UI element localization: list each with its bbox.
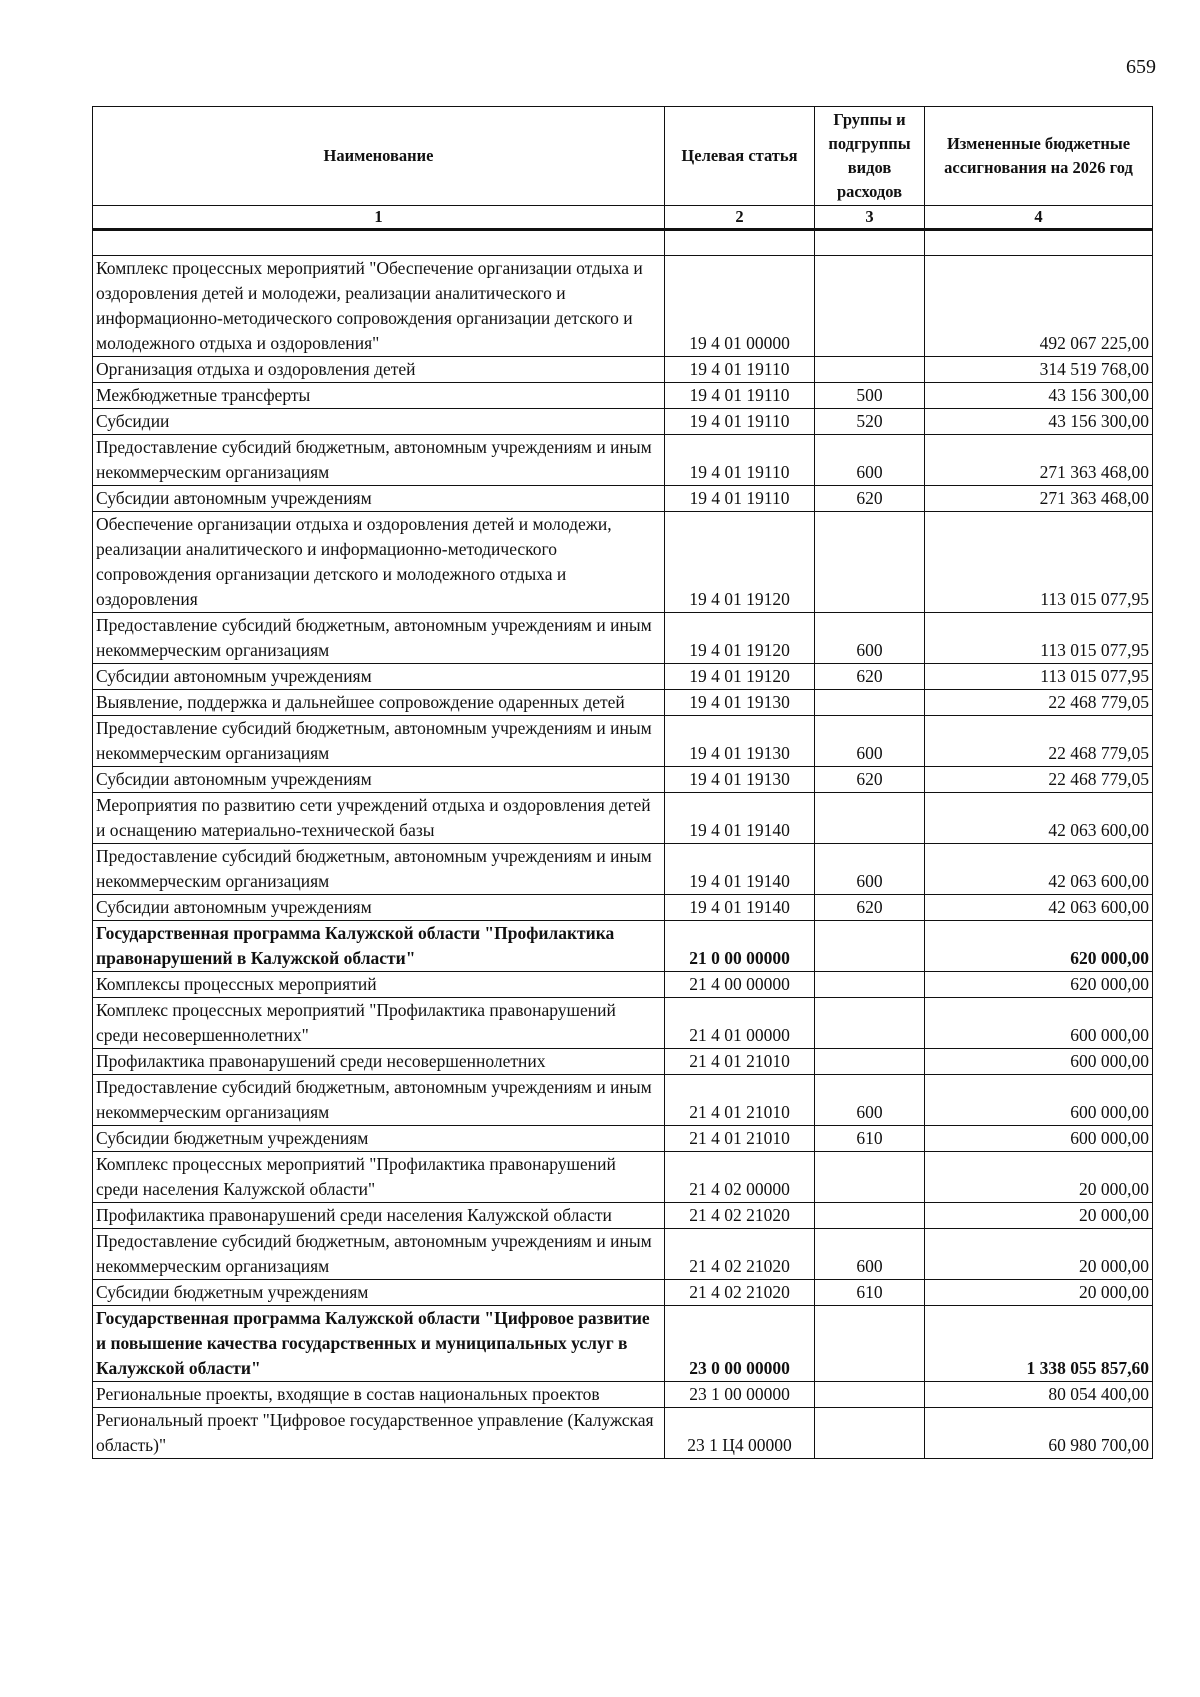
row-group: 600 xyxy=(815,1075,925,1126)
table-row xyxy=(93,409,1153,435)
table-row xyxy=(93,435,1153,486)
row-name: Межбюджетные трансферты xyxy=(93,383,665,409)
table-row xyxy=(93,1382,1153,1408)
header-num-2: 2 xyxy=(665,206,815,230)
row-group: 620 xyxy=(815,895,925,921)
row-name: Мероприятия по развитию сети учреждений отдыха и оздоровления детей и оснащению материально-технической базы xyxy=(93,793,665,844)
row-amount: 620 000,00 xyxy=(925,921,1153,972)
row-name: Предоставление субсидий бюджетным, автономным учреждениям и иным некоммерческим организациям xyxy=(93,1075,665,1126)
table-row xyxy=(93,1229,1153,1280)
row-amount: 314 519 768,00 xyxy=(925,357,1153,383)
table-row xyxy=(93,1203,1153,1229)
row-code: 19 4 01 19130 xyxy=(665,716,815,767)
row-name: Предоставление субсидий бюджетным, автономным учреждениям и иным некоммерческим организациям xyxy=(93,1229,665,1280)
table-row xyxy=(93,613,1153,664)
row-group xyxy=(815,1382,925,1408)
row-name: Субсидии xyxy=(93,409,665,435)
table-row xyxy=(93,1152,1153,1203)
table-row xyxy=(93,793,1153,844)
row-group: 520 xyxy=(815,409,925,435)
row-group: 600 xyxy=(815,716,925,767)
row-name: Субсидии автономным учреждениям xyxy=(93,895,665,921)
row-code: 21 4 02 00000 xyxy=(665,1152,815,1203)
row-amount: 80 054 400,00 xyxy=(925,1382,1153,1408)
row-amount: 42 063 600,00 xyxy=(925,895,1153,921)
header-num-1: 1 xyxy=(93,206,665,230)
row-group xyxy=(815,1203,925,1229)
row-amount: 600 000,00 xyxy=(925,1075,1153,1126)
row-code: 19 4 01 19110 xyxy=(665,357,815,383)
row-name: Комплекс процессных мероприятий "Обеспечение организации отдыха и оздоровления детей и молодежи, реализации аналитического и информационно-методического сопровождения организации детского и молодежного отдыха и оздоровления" xyxy=(93,256,665,357)
row-group xyxy=(815,921,925,972)
row-code: 23 1 Ц4 00000 xyxy=(665,1408,815,1459)
row-amount: 600 000,00 xyxy=(925,1126,1153,1152)
row-group: 620 xyxy=(815,767,925,793)
row-amount: 271 363 468,00 xyxy=(925,435,1153,486)
row-group: 600 xyxy=(815,1229,925,1280)
row-group xyxy=(815,1408,925,1459)
row-amount: 42 063 600,00 xyxy=(925,793,1153,844)
spacer-row xyxy=(93,230,1153,256)
row-group: 610 xyxy=(815,1126,925,1152)
row-group xyxy=(815,1152,925,1203)
row-name: Субсидии автономным учреждениям xyxy=(93,486,665,512)
row-name: Субсидии автономным учреждениям xyxy=(93,767,665,793)
table-row xyxy=(93,1408,1153,1459)
row-amount: 20 000,00 xyxy=(925,1229,1153,1280)
table-row xyxy=(93,1280,1153,1306)
row-group: 500 xyxy=(815,383,925,409)
table-row xyxy=(93,716,1153,767)
row-code: 19 4 01 00000 xyxy=(665,256,815,357)
row-name: Комплекс процессных мероприятий "Профилактика правонарушений среди несовершеннолетних" xyxy=(93,998,665,1049)
row-name: Предоставление субсидий бюджетным, автономным учреждениям и иным некоммерческим организациям xyxy=(93,716,665,767)
row-group: 600 xyxy=(815,844,925,895)
row-amount: 620 000,00 xyxy=(925,972,1153,998)
table-row xyxy=(93,1049,1153,1075)
row-amount: 42 063 600,00 xyxy=(925,844,1153,895)
row-group: 620 xyxy=(815,664,925,690)
row-code: 19 4 01 19140 xyxy=(665,895,815,921)
row-name: Субсидии бюджетным учреждениям xyxy=(93,1126,665,1152)
row-amount: 271 363 468,00 xyxy=(925,486,1153,512)
row-name: Субсидии бюджетным учреждениям xyxy=(93,1280,665,1306)
row-amount: 22 468 779,05 xyxy=(925,716,1153,767)
row-code: 19 4 01 19110 xyxy=(665,486,815,512)
row-name: Предоставление субсидий бюджетным, автономным учреждениям и иным некоммерческим организациям xyxy=(93,613,665,664)
row-amount: 600 000,00 xyxy=(925,998,1153,1049)
row-code: 19 4 01 19120 xyxy=(665,512,815,613)
table-row xyxy=(93,664,1153,690)
row-name: Субсидии автономным учреждениям xyxy=(93,664,665,690)
row-amount: 113 015 077,95 xyxy=(925,613,1153,664)
header-allocations: Измененные бюджетные ассигнования на 2026 год xyxy=(925,107,1153,206)
row-amount: 20 000,00 xyxy=(925,1152,1153,1203)
row-code: 21 4 02 21020 xyxy=(665,1280,815,1306)
row-group: 620 xyxy=(815,486,925,512)
row-amount: 22 468 779,05 xyxy=(925,767,1153,793)
program-row xyxy=(93,921,1153,972)
row-group: 600 xyxy=(815,613,925,664)
row-name: Организация отдыха и оздоровления детей xyxy=(93,357,665,383)
row-code: 21 4 02 21020 xyxy=(665,1203,815,1229)
table-row xyxy=(93,767,1153,793)
header-expense-groups: Группы и подгруппы видов расходов xyxy=(815,107,925,206)
table-row xyxy=(93,357,1153,383)
row-amount: 600 000,00 xyxy=(925,1049,1153,1075)
row-amount: 113 015 077,95 xyxy=(925,512,1153,613)
row-amount: 492 067 225,00 xyxy=(925,256,1153,357)
row-code: 21 4 01 21010 xyxy=(665,1049,815,1075)
budget-table xyxy=(92,106,1153,1459)
header-number-row xyxy=(93,206,1153,230)
row-group xyxy=(815,357,925,383)
row-code: 19 4 01 19120 xyxy=(665,664,815,690)
row-amount: 20 000,00 xyxy=(925,1203,1153,1229)
row-group xyxy=(815,972,925,998)
row-name: Государственная программа Калужской области "Цифровое развитие и повышение качества государственных и муниципальных услуг в Калужской области" xyxy=(93,1306,665,1382)
row-group xyxy=(815,690,925,716)
row-name: Предоставление субсидий бюджетным, автономным учреждениям и иным некоммерческим организациям xyxy=(93,844,665,895)
row-amount: 43 156 300,00 xyxy=(925,409,1153,435)
row-code: 19 4 01 19120 xyxy=(665,613,815,664)
row-code: 21 4 01 00000 xyxy=(665,998,815,1049)
row-group xyxy=(815,256,925,357)
header-num-4: 4 xyxy=(925,206,1153,230)
row-name: Комплекс процессных мероприятий "Профилактика правонарушений среди населения Калужской области" xyxy=(93,1152,665,1203)
header-num-3: 3 xyxy=(815,206,925,230)
row-code: 19 4 01 19130 xyxy=(665,767,815,793)
table-row xyxy=(93,1075,1153,1126)
row-name: Региональные проекты, входящие в состав национальных проектов xyxy=(93,1382,665,1408)
row-name: Региональный проект "Цифровое государственное управление (Калужская область)" xyxy=(93,1408,665,1459)
row-group xyxy=(815,998,925,1049)
row-code: 19 4 01 19110 xyxy=(665,435,815,486)
row-name: Комплексы процессных мероприятий xyxy=(93,972,665,998)
row-code: 19 4 01 19140 xyxy=(665,844,815,895)
table-row xyxy=(93,972,1153,998)
table-row xyxy=(93,512,1153,613)
table-row xyxy=(93,383,1153,409)
row-code: 19 4 01 19110 xyxy=(665,383,815,409)
row-group xyxy=(815,793,925,844)
table-row xyxy=(93,486,1153,512)
row-name: Профилактика правонарушений среди несовершеннолетних xyxy=(93,1049,665,1075)
row-code: 19 4 01 19140 xyxy=(665,793,815,844)
row-code: 21 4 01 21010 xyxy=(665,1126,815,1152)
row-code: 19 4 01 19110 xyxy=(665,409,815,435)
row-name: Профилактика правонарушений среди населения Калужской области xyxy=(93,1203,665,1229)
table-row xyxy=(93,256,1153,357)
row-group xyxy=(815,512,925,613)
row-code: 19 4 01 19130 xyxy=(665,690,815,716)
page-number: 659 xyxy=(1126,56,1156,78)
row-name: Обеспечение организации отдыха и оздоровления детей и молодежи, реализации аналитического и информационно-методического сопровождения организации детского и молодежного отдыха и оздоровления xyxy=(93,512,665,613)
program-row xyxy=(93,1306,1153,1382)
header-row xyxy=(93,107,1153,206)
row-code: 21 4 02 21020 xyxy=(665,1229,815,1280)
row-code: 21 0 00 00000 xyxy=(665,921,815,972)
row-amount: 22 468 779,05 xyxy=(925,690,1153,716)
row-name: Выявление, поддержка и дальнейшее сопровождение одаренных детей xyxy=(93,690,665,716)
row-group: 600 xyxy=(815,435,925,486)
row-group xyxy=(815,1306,925,1382)
row-group xyxy=(815,1049,925,1075)
header-target-article: Целевая статья xyxy=(665,107,815,206)
table-row xyxy=(93,1126,1153,1152)
row-amount: 113 015 077,95 xyxy=(925,664,1153,690)
table-row xyxy=(93,690,1153,716)
row-name: Предоставление субсидий бюджетным, автономным учреждениям и иным некоммерческим организациям xyxy=(93,435,665,486)
row-amount: 20 000,00 xyxy=(925,1280,1153,1306)
table-row xyxy=(93,895,1153,921)
row-amount: 43 156 300,00 xyxy=(925,383,1153,409)
row-code: 21 4 00 00000 xyxy=(665,972,815,998)
table-row xyxy=(93,998,1153,1049)
row-name: Государственная программа Калужской области "Профилактика правонарушений в Калужской области" xyxy=(93,921,665,972)
row-code: 23 1 00 00000 xyxy=(665,1382,815,1408)
table-row xyxy=(93,844,1153,895)
row-group: 610 xyxy=(815,1280,925,1306)
header-name: Наименование xyxy=(93,107,665,206)
row-amount: 60 980 700,00 xyxy=(925,1408,1153,1459)
row-amount: 1 338 055 857,60 xyxy=(925,1306,1153,1382)
row-code: 21 4 01 21010 xyxy=(665,1075,815,1126)
row-code: 23 0 00 00000 xyxy=(665,1306,815,1382)
